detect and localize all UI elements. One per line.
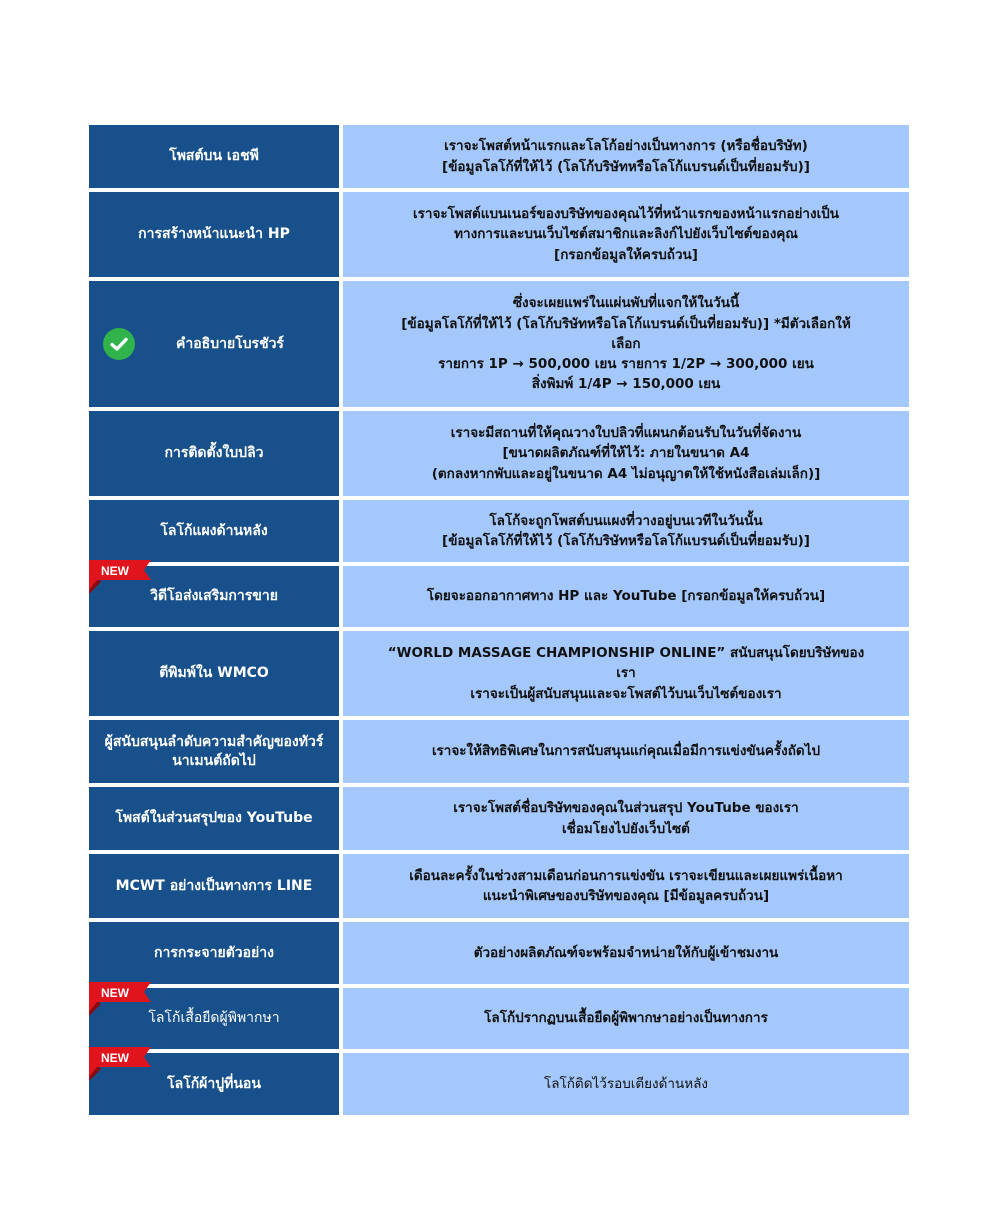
new-ribbon-icon xyxy=(89,982,151,1016)
new-badge-label: NEW xyxy=(101,1051,129,1065)
description-line: เราจะเป็นผู้สนับสนุนและจะโพสต์ไว้บนเว็บไซต์ของเรา xyxy=(470,685,782,702)
benefit-description-cell xyxy=(343,922,909,984)
table-row xyxy=(89,854,909,918)
table-row xyxy=(89,787,909,850)
description-line: สิ่งพิมพ์ 1/4P → 150,000 เยน xyxy=(531,376,721,393)
benefit-name-cell xyxy=(89,854,339,918)
benefit-name-cell xyxy=(89,720,339,783)
benefit-name: โลโก้แผงด้านหลัง xyxy=(160,522,268,539)
benefit-name-cell xyxy=(89,500,339,562)
benefit-name-cell xyxy=(89,566,339,627)
description-line: โลโก้ติดไว้รอบเตียงด้านหลัง xyxy=(543,1075,708,1092)
benefit-name-cell xyxy=(89,1053,339,1115)
description-line: โลโก้จะถูกโพสต์บนแผงที่วางอยู่บนเวทีในวันนั้น xyxy=(489,512,763,529)
benefit-name: คำอธิบายโบรชัวร์ xyxy=(176,335,284,352)
description-line: เราจะมีสถานที่ให้คุณวางใบปลิวที่แผนกต้อนรับในวันที่จัดงาน xyxy=(450,425,802,442)
table-row xyxy=(89,500,909,562)
table-row xyxy=(89,281,909,407)
description-line: เรา xyxy=(616,665,636,682)
benefit-description-cell xyxy=(343,500,909,562)
benefit-description-cell xyxy=(343,1053,909,1115)
new-ribbon-icon xyxy=(89,560,151,594)
description-line: “WORLD MASSAGE CHAMPIONSHIP ONLINE” สนับสนุนโดยบริษัทของ xyxy=(387,645,865,662)
benefit-name: ผู้สนับสนุนลำดับความสำคัญของทัวร์นาเมนต์ถัดไป xyxy=(104,733,324,769)
table-row xyxy=(89,720,909,783)
check-circle-icon xyxy=(103,328,135,360)
benefit-name: โลโก้ผ้าปูที่นอน xyxy=(167,1075,261,1092)
description-line: [ข้อมูลโลโก้ที่ให้ไว้ (โลโก้บริษัทหรือโลโก้แบรนด์เป็นที่ยอมรับ)] *มีตัวเลือกให้ xyxy=(401,315,851,332)
description-line: ทางการและบนเว็บไซต์สมาชิกและลิงก์ไปยังเว็บไซต์ของคุณ xyxy=(454,226,798,243)
benefit-name-cell xyxy=(89,631,339,716)
benefit-description-cell xyxy=(343,566,909,627)
description-line: โลโก้ปรากฏบนเสื้อยืดผู้พิพากษาอย่างเป็นทางการ xyxy=(484,1010,768,1027)
description-line: เราจะโพสต์ชื่อบริษัทของคุณในส่วนสรุป YouTube ของเรา xyxy=(453,800,799,817)
benefit-description-cell xyxy=(343,125,909,188)
description-line: [ข้อมูลโลโก้ที่ให้ไว้ (โลโก้บริษัทหรือโลโก้แบรนด์เป็นที่ยอมรับ)] xyxy=(442,158,810,175)
benefit-name-cell xyxy=(89,411,339,496)
benefit-name: โลโก้เสื้อยืดผู้พิพากษา xyxy=(148,1010,280,1027)
description-line: รายการ 1P → 500,000 เยน รายการ 1/2P → 300,000 เยน xyxy=(438,356,814,373)
benefit-name: โพสต์บน เอชพี xyxy=(169,148,259,165)
description-line: ตัวอย่างผลิตภัณฑ์จะพร้อมจำหน่ายให้กับผู้เข้าชมงาน xyxy=(473,944,779,961)
new-badge-label: NEW xyxy=(101,564,129,578)
benefit-description-cell xyxy=(343,854,909,918)
description-line: เราจะให้สิทธิพิเศษในการสนับสนุนแก่คุณเมื่อมีการแข่งขันครั้งถัดไป xyxy=(431,743,821,760)
table-row xyxy=(89,922,909,984)
description-line: เชื่อมโยงไปยังเว็บไซต์ xyxy=(562,820,690,837)
benefit-name-cell xyxy=(89,988,339,1049)
sponsorship-table xyxy=(89,125,909,1119)
description-line: [กรอกข้อมูลให้ครบถ้วน] xyxy=(554,246,698,263)
description-line: ซึ่งจะเผยแพร่ในแผ่นพับที่แจกให้ในวันนี้ xyxy=(512,295,740,312)
benefit-name-cell xyxy=(89,192,339,277)
benefit-name: วิดีโอส่งเสริมการขาย xyxy=(150,588,278,605)
new-ribbon-icon xyxy=(89,1047,151,1081)
description-line: เราจะโพสต์หน้าแรกและโลโก้อย่างเป็นทางการ (หรือชื่อบริษัท) xyxy=(444,138,808,155)
description-line: เดือนละครั้งในช่วงสามเดือนก่อนการแข่งขัน เราจะเขียนและเผยแพร่เนื้อหา xyxy=(409,867,843,884)
description-line: (ตกลงหากพับและอยู่ในขนาด A4 ไม่อนุญาตให้ใช้หนังสือเล่มเล็ก)] xyxy=(431,465,821,482)
benefit-description-cell xyxy=(343,988,909,1049)
description-line: เราจะโพสต์แบนเนอร์ของบริษัทของคุณไว้ที่หน้าแรกของหน้าแรกอย่างเป็น xyxy=(413,206,839,223)
table-row xyxy=(89,988,909,1049)
description-line: เลือก xyxy=(611,335,641,352)
benefit-description-cell xyxy=(343,720,909,783)
description-line: [ข้อมูลโลโก้ที่ให้ไว้ (โลโก้บริษัทหรือโลโก้แบรนด์เป็นที่ยอมรับ)] xyxy=(442,533,810,549)
table-row xyxy=(89,192,909,277)
benefit-name: การสร้างหน้าแนะนำ HP xyxy=(138,226,290,243)
table-row xyxy=(89,411,909,496)
benefit-description-cell xyxy=(343,281,909,407)
benefit-description-cell xyxy=(343,631,909,716)
benefit-name: การกระจายตัวอย่าง xyxy=(154,944,274,961)
benefit-name: โพสต์ในส่วนสรุปของ YouTube xyxy=(115,810,313,827)
benefit-name: การติดตั้งใบปลิว xyxy=(164,445,264,462)
benefit-description-cell xyxy=(343,192,909,277)
table-row xyxy=(89,1053,909,1115)
table-row xyxy=(89,566,909,627)
benefit-name: ตีพิมพ์ใน WMCO xyxy=(159,665,269,682)
description-line: แนะนำพิเศษของบริษัทของคุณ [มีข้อมูลครบถ้วน] xyxy=(482,888,770,904)
benefit-name: MCWT อย่างเป็นทางการ LINE xyxy=(115,877,313,894)
table-row xyxy=(89,631,909,716)
benefit-description-cell xyxy=(343,411,909,496)
table-row xyxy=(89,125,909,188)
description-line: [ขนาดผลิตภัณฑ์ที่ให้ไว้: ภายในขนาด A4 xyxy=(502,445,750,462)
benefit-name-cell xyxy=(89,787,339,850)
benefit-name-cell xyxy=(89,281,339,407)
description-line: โดยจะออกอากาศทาง HP และ YouTube [กรอกข้อมูลให้ครบถ้วน] xyxy=(426,588,826,605)
benefit-name-cell xyxy=(89,922,339,984)
new-badge-label: NEW xyxy=(101,986,129,1000)
benefit-description-cell xyxy=(343,787,909,850)
benefit-name-cell xyxy=(89,125,339,188)
